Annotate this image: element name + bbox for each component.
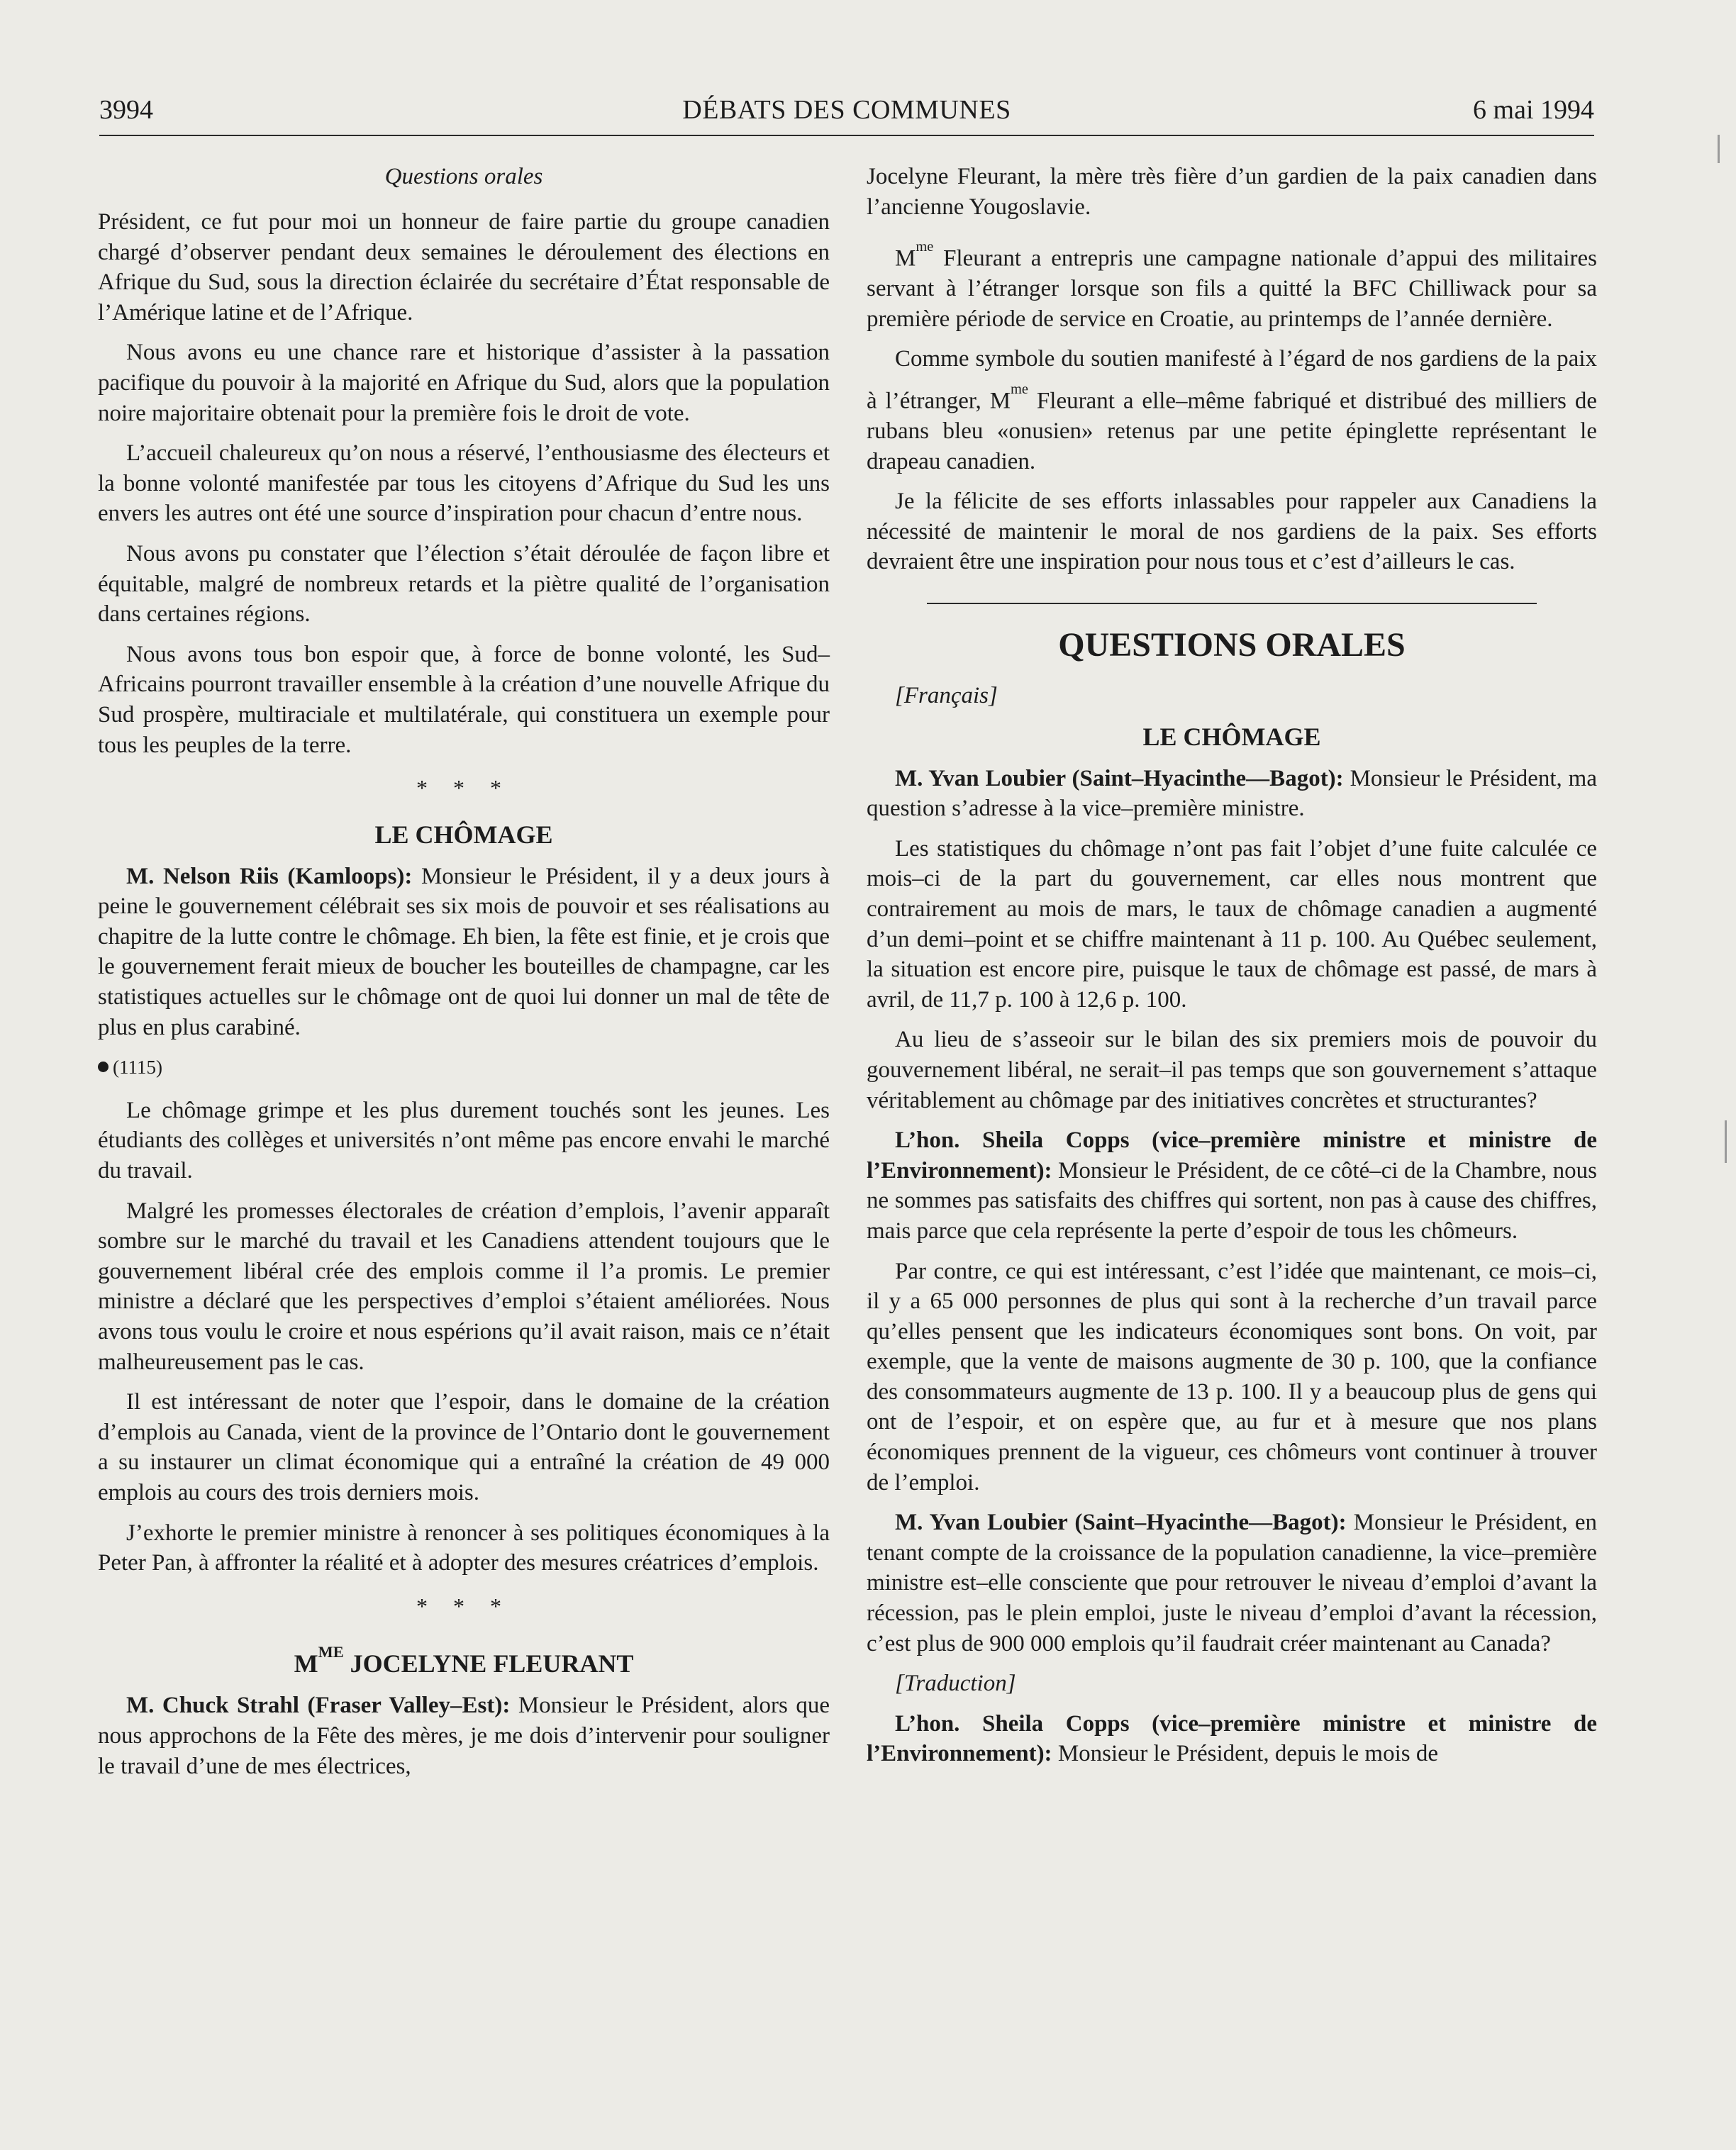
speech-text: Monsieur le Président, de ce côté–ci de la Chambre, nous ne sommes pas satisfaits des chiffres qui sortent, non pas à cause des chiffres, mais parce que cela représente la perte d’espoir de tous les chômeurs. xyxy=(867,1157,1597,1244)
speaker-name: M. Yvan Loubier (Saint–Hyacinthe—Bagot): xyxy=(895,1510,1347,1536)
publication-date: 6 mai 1994 xyxy=(1473,95,1594,125)
language-tag: [Français] xyxy=(895,683,998,708)
section-rule xyxy=(927,603,1537,604)
section-title: LE CHÔMAGE xyxy=(374,820,553,849)
speech-text: Monsieur le Président, ma question s’adresse à la vice–première ministre. xyxy=(867,765,1597,822)
paragraph: J’exhorte le premier ministre à renoncer à ses politiques économiques à la Peter Pan, à affronter la réalité et à adopter des mesures créatrices d’emplois. xyxy=(98,1520,830,1576)
text-part: Comme symbole du soutien manifesté à l’égard de nos gardiens de la paix à l’étranger, M xyxy=(867,346,1597,414)
section-separator: * * * xyxy=(416,775,511,801)
paragraph: Au lieu de s’asseoir sur le bilan des six premiers mois de pouvoir du gouvernement libéral, ne serait–il pas temps que son gouvernement s’attaque véritablement au chômage par des initiatives concrètes et structurantes? xyxy=(867,1027,1597,1113)
speech-text: Monsieur le Président, depuis le mois de xyxy=(1052,1741,1438,1767)
speech-paragraph xyxy=(98,1691,830,1781)
section-separator: * * * xyxy=(416,1593,511,1619)
language-tag: [Traduction] xyxy=(895,1671,1016,1697)
paragraph: Nous avons pu constater que l’élection s’était déroulée de façon libre et équitable, malgré de nombreux retards et la piètre qualité de l’organisation dans certaines régions. xyxy=(98,540,830,628)
time-marker xyxy=(98,1052,830,1083)
paragraph: Il est intéressant de noter que l’espoir, dans le domaine de la création d’emplois au Canada, vient de la province de l’Ontario dont le gouvernement a su instaurer un climat économique qui a entraîné la création de 49 000 emplois au cours des trois derniers mois. xyxy=(98,1389,830,1505)
main-section-title: QUESTIONS ORALES xyxy=(1058,626,1406,664)
paragraph: Nous avons eu une chance rare et historique d’assister à la passation pacifique du pouvoir à la majorité en Afrique du Sud, alors que la population noire majoritaire obtenait pour la première fois le droit de vote. xyxy=(98,340,830,426)
scan-mark xyxy=(1718,135,1720,163)
scan-mark xyxy=(1725,1120,1727,1163)
header-rule xyxy=(99,135,1594,136)
paragraph: Malgré les promesses électorales de création d’emplois, l’avenir apparaît sombre sur le marché du travail et les Canadiens attendent toujours que le gouvernement libéral crée des emplois comme il l’a promis. Le premier ministre a déclaré que les perspectives d’emploi s’étaient améliorées. Nous avons tous voulu le croire et nous espérions qu’il avait raison, mais ce n’était malheureusement pas le cas. xyxy=(98,1198,830,1375)
paragraph xyxy=(867,232,1597,334)
speaker-name: M. Nelson Riis (Kamloops): xyxy=(126,863,413,889)
section-title xyxy=(98,1637,830,1679)
time-marker-text: (1115) xyxy=(113,1057,162,1079)
right-column xyxy=(867,162,1597,1779)
section-title: LE CHÔMAGE xyxy=(1142,722,1321,751)
title-part: JOCELYNE FLEURANT xyxy=(343,1649,634,1678)
speech-paragraph xyxy=(867,1709,1597,1769)
paragraph: Jocelyne Fleurant, la mère très fière d’un gardien de la paix canadien dans l’ancienne Yougoslavie. xyxy=(867,164,1597,220)
text-part: Fleurant a elle–même fabriqué et distribué des milliers de rubans bleu «onusien» retenus par une petite épinglette représentant le drapeau canadien. xyxy=(867,388,1597,474)
speech-paragraph xyxy=(867,764,1597,824)
paragraph: L’accueil chaleureux qu’on nous a réservé, l’enthousiasme des électeurs et la bonne volonté manifestée par tous les citoyens d’Afrique du Sud les uns envers les autres ont été une source d’inspiration pour chacun d’entre nous. xyxy=(98,440,830,527)
speaker-name: L’hon. Sheila Copps (vice–première ministre et ministre de l’Environnement): xyxy=(867,1127,1597,1183)
publication-title: DÉBATS DES COMMUNES xyxy=(682,95,1011,125)
speech-paragraph xyxy=(867,1125,1597,1246)
paragraph: Par contre, ce qui est intéressant, c’est l’idée que maintenant, ce mois–ci, il y a 65 000 personnes de plus qui sont à la recherche d’un travail parce qu’elles pensent que les indicateurs économiques sont bons. On voit, par exemple, que la vente de maisons augmente de 30 p. 100, que la confiance des consommateurs augmente de 13 p. 100. Il y a beaucoup plus de gens qui ont de l’espoir, et on espère que, au fur et à mesure que nos plans économiques prennent de la vigueur, ces chômeurs vont continuer à trouver de l’emploi. xyxy=(867,1258,1597,1495)
section-subhead: Questions orales xyxy=(384,164,543,189)
paragraph: Nous avons tous bon espoir que, à force de bonne volonté, les Sud–Africains pourront travailler ensemble à la création d’une nouvelle Afrique du Sud prospère, multiraciale et multilatérale, qui constituera un exemple pour tous les peuples de la terre. xyxy=(98,641,830,758)
speech-text: Monsieur le Président, en tenant compte de la croissance de la population canadienne, la vice–première ministre est–elle consciente que pour retrouver le niveau d’emploi d’avant la récession, pas le plein emploi, juste le niveau d’emploi d’avant la récession, c’est plus de 900 000 emplois qu’il faudrait créer maintenant au Canada? xyxy=(867,1510,1597,1656)
left-column xyxy=(98,162,830,1791)
speech-paragraph xyxy=(98,862,830,1043)
text-superscript: me xyxy=(1011,381,1028,397)
paragraph: Le chômage grimpe et les plus durement touchés sont les jeunes. Les étudiants des collèges et universités n’ont même pas encore envahi le marché du travail. xyxy=(98,1097,830,1184)
running-header xyxy=(99,94,1594,133)
title-part: M xyxy=(294,1649,318,1678)
speech-text: Monsieur le Président, il y a deux jours à peine le gouvernement célébrait ses six mois de pouvoir et ses réalisations au chapitre de la lutte contre le chômage. Eh bien, la fête est finie, et je crois que le gouvernement ferait mieux de boucher les bouteilles de champagne, car les statistiques actuelles sur le chômage ont de quoi lui donner un mal de tête de plus en plus carabiné. xyxy=(98,863,830,1040)
paragraph: Les statistiques du chômage n’ont pas fait l’objet d’une fuite calculée ce mois–ci de la part du gouvernement, car elles nous montrent que contrairement au mois de mars, le taux de chômage canadien a augmenté d’un demi–point et se chiffre maintenant à 11 p. 100. Au Québec seulement, la situation est encore pire, puisque le taux de chômage est passé, de mars à avril, de 11,7 p. 100 à 12,6 p. 100. xyxy=(867,835,1597,1013)
speech-text: Monsieur le Président, alors que nous approchons de la Fête des mères, je me dois d’intervenir pour souligner le travail d’une de mes électrices, xyxy=(98,1693,830,1779)
text-superscript: me xyxy=(916,239,934,255)
bullet-icon xyxy=(98,1062,108,1072)
speaker-name: L’hon. Sheila Copps (vice–première ministre et ministre de l’Environnement): xyxy=(867,1710,1597,1767)
page-number: 3994 xyxy=(99,95,153,125)
speaker-name: M. Chuck Strahl (Fraser Valley–Est): xyxy=(126,1693,511,1719)
text-part: Fleurant a entrepris une campagne nationale d’appui des militaires servant à l’étranger lorsque son fils a quitté la BFC Chilliwack pour sa première période de service en Croatie, au printemps de l’année dernière. xyxy=(867,245,1597,332)
paragraph: Je la félicite de ses efforts inlassables pour rappeler aux Canadiens la nécessité de maintenir le moral de nos gardiens de la paix. Ses efforts devraient être une inspiration pour nous tous et c’est d’ailleurs le cas. xyxy=(867,489,1597,575)
text-part: M xyxy=(895,245,916,272)
title-superscript: ME xyxy=(318,1643,344,1661)
speech-paragraph xyxy=(867,1508,1597,1659)
paragraph xyxy=(867,344,1597,477)
speaker-name: M. Yvan Loubier (Saint–Hyacinthe—Bagot): xyxy=(895,765,1344,791)
paragraph: Président, ce fut pour moi un honneur de faire partie du groupe canadien chargé d’observer pendant deux semaines le déroulement des élections en Afrique du Sud, sous la direction éclairée du secrétaire d’État responsable de l’Amérique latine et de l’Afrique. xyxy=(98,209,830,325)
